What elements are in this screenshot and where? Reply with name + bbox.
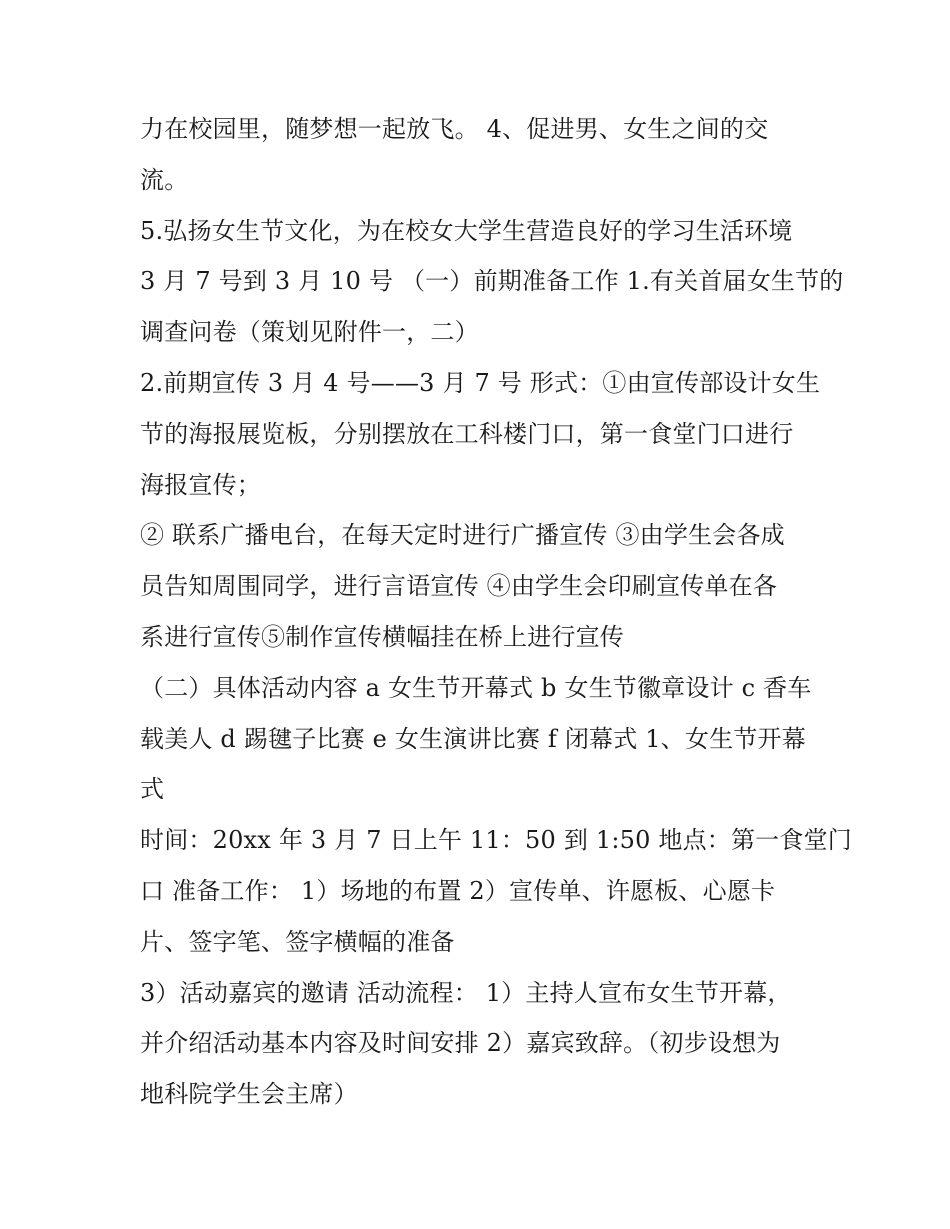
text-line: 流。 bbox=[140, 165, 189, 194]
text-line: 片、签字笔、签字横幅的准备 bbox=[140, 927, 455, 956]
text-line: ② 联系广播电台，在每天定时进行广播宣传 ③由学生会各成 bbox=[140, 521, 785, 550]
text-line: 口 准备工作： 1）场地的布置 2）宣传单、许愿板、心愿卡 bbox=[140, 876, 776, 905]
text-line: 载美人 d 踢毽子比赛 e 女生演讲比赛 f 闭幕式 1、女生节开幕 bbox=[140, 724, 806, 753]
text-line: 员告知周围同学，进行言语宣传 ④由学生会印刷宣传单在各 bbox=[140, 572, 778, 601]
text-line: 节的海报展览板，分别摆放在工科楼门口，第一食堂门口进行 bbox=[140, 419, 794, 448]
text-line: （二）具体活动内容 a 女生节开幕式 b 女生节徽章设计 c 香车 bbox=[140, 673, 812, 702]
text-line: 时间：20xx 年 3 月 7 日上午 11：50 到 1:50 地点：第一食堂门 bbox=[140, 826, 852, 855]
text-line: 力在校园里，随梦想一起放飞。 4、促进男、女生之间的交 bbox=[140, 115, 769, 143]
text-line: 并介绍活动基本内容及时间安排 2）嘉宾致辞。（初步设想为 bbox=[140, 1029, 781, 1058]
text-line: 地科院学生会主席） bbox=[140, 1080, 358, 1109]
text-line: 调查问卷（策划见附件一，二） bbox=[140, 318, 479, 347]
text-line: 式 bbox=[140, 775, 165, 804]
text-line: 3）活动嘉宾的邀请 活动流程： 1）主持人宣布女生节开幕， bbox=[140, 978, 792, 1007]
text-line: 5.弘扬女生节文化，为在校女大学生营造良好的学习生活环境 bbox=[140, 216, 793, 245]
text-line: 海报宣传； bbox=[140, 470, 261, 499]
text-line: 系进行宣传⑤制作宣传横幅挂在桥上进行宣传 bbox=[140, 622, 624, 651]
text-line: 2.前期宣传 3 月 4 号——3 月 7 号 形式：①由宣传部设计女生 bbox=[140, 368, 821, 397]
document-body bbox=[140, 104, 852, 1120]
text-line: 3 月 7 号到 3 月 10 号 （一）前期准备工作 1.有关首届女生节的 bbox=[140, 267, 844, 296]
